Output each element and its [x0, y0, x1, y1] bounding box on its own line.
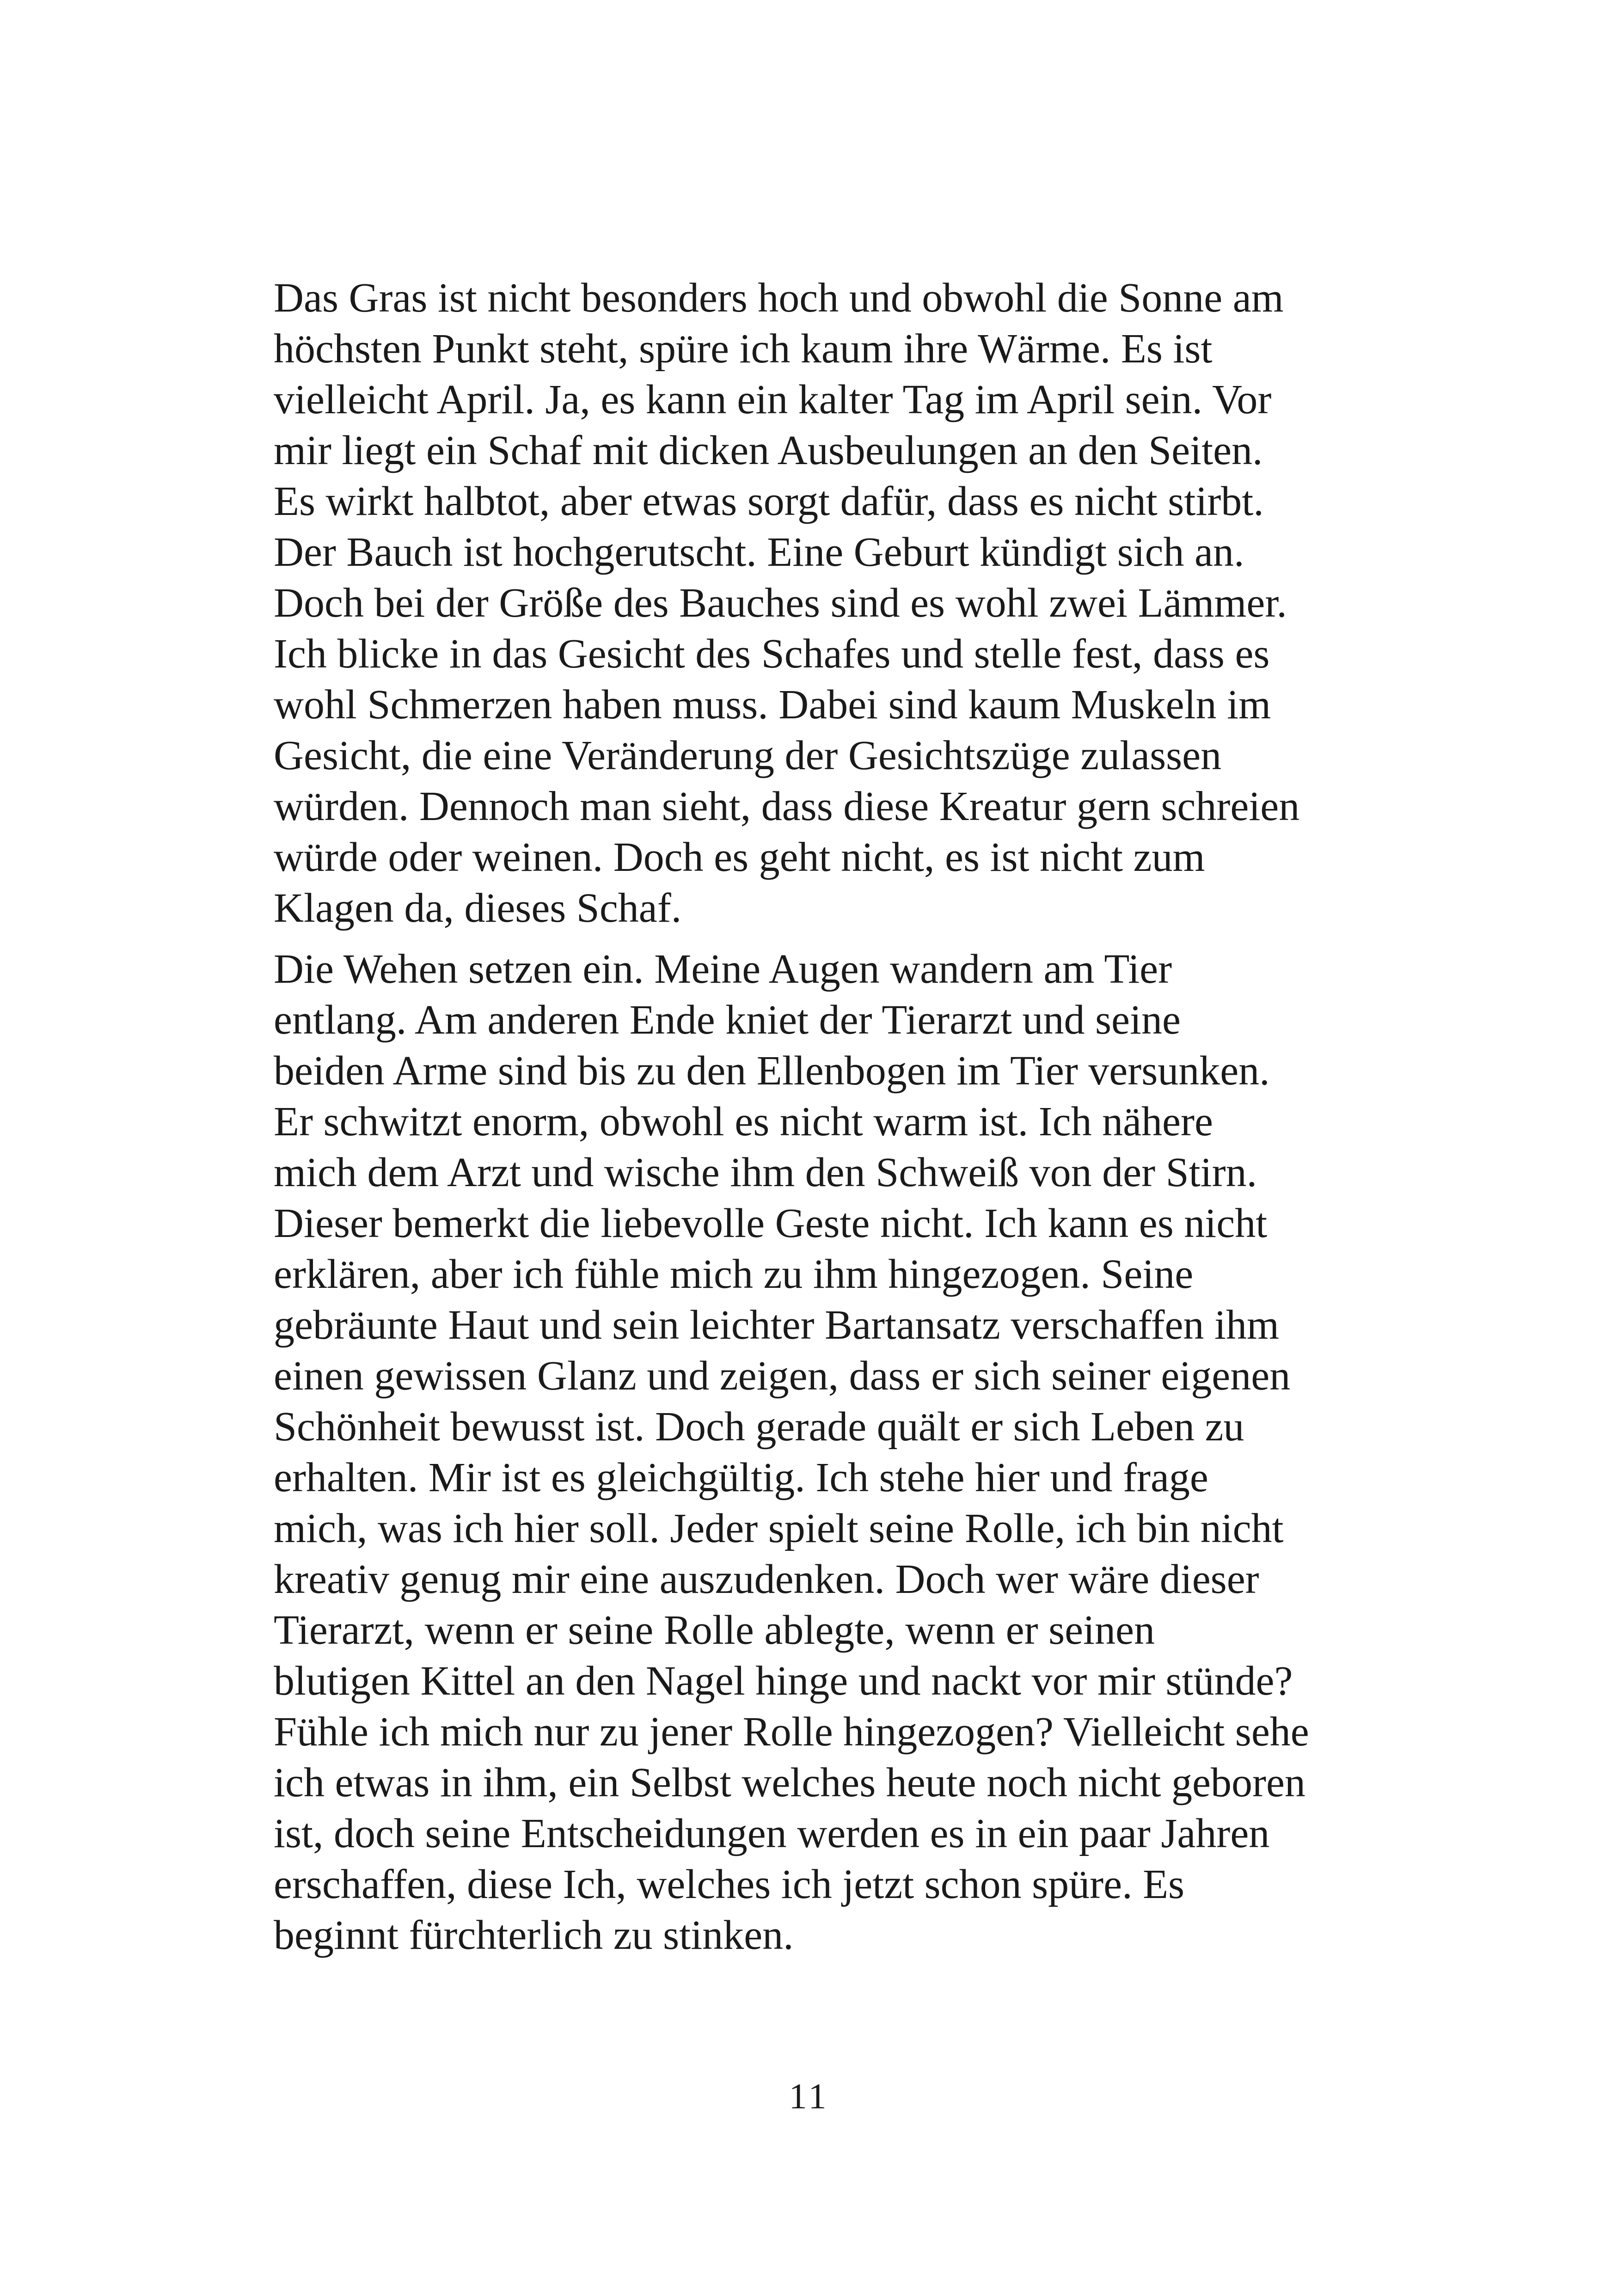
paragraph-1: [274, 273, 1383, 934]
text-line: erhalten. Mir ist es gleichgültig. Ich stehe hier und frage: [274, 1455, 1208, 1500]
text-line: Der Bauch ist hochgerutscht. Eine Geburt kündigt sich an.: [274, 529, 1244, 575]
text-line: würden. Dennoch man sieht, dass diese Kreatur gern schreien: [274, 784, 1300, 829]
text-line: Das Gras ist nicht besonders hoch und obwohl die Sonne am: [274, 275, 1284, 321]
text-line: Gesicht, die eine Veränderung der Gesichtszüge zulassen: [274, 733, 1222, 778]
text-line: Dieser bemerkt die liebevolle Geste nicht. Ich kann es nicht: [274, 1200, 1268, 1246]
text-line: vielleicht April. Ja, es kann ein kalter Tag im April sein. Vor: [274, 377, 1272, 422]
text-line: Tierarzt, wenn er seine Rolle ablegte, wenn er seinen: [274, 1607, 1155, 1653]
body-text: [274, 273, 1383, 1961]
text-line: Ich blicke in das Gesicht des Schafes und stelle fest, dass es: [274, 631, 1270, 677]
text-line: beiden Arme sind bis zu den Ellenbogen im Tier versunken.: [274, 1048, 1270, 1094]
text-line: Die Wehen setzen ein. Meine Augen wandern am Tier: [274, 946, 1172, 992]
page-number: 11: [789, 2076, 829, 2116]
text-line: mir liegt ein Schaf mit dicken Ausbeulungen an den Seiten.: [274, 428, 1263, 473]
text-line: ich etwas in ihm, ein Selbst welches heute noch nicht geboren: [274, 1760, 1305, 1806]
text-line: entlang. Am anderen Ende kniet der Tierarzt und seine: [274, 997, 1181, 1043]
text-line: würde oder weinen. Doch es geht nicht, es ist nicht zum: [274, 834, 1205, 880]
text-line: Fühle ich mich nur zu jener Rolle hingezogen? Vielleicht sehe: [274, 1709, 1309, 1755]
text-line: höchsten Punkt steht, spüre ich kaum ihre Wärme. Es ist: [274, 326, 1213, 372]
text-line: erschaffen, diese Ich, welches ich jetzt schon spüre. Es: [274, 1861, 1185, 1907]
text-line: gebräunte Haut und sein leichter Bartansatz verschaffen ihm: [274, 1302, 1279, 1348]
text-line: Es wirkt halbtot, aber etwas sorgt dafür, dass es nicht stirbt.: [274, 478, 1264, 524]
text-line: mich dem Arzt und wische ihm den Schweiß von der Stirn.: [274, 1150, 1257, 1195]
text-line: kreativ genug mir eine auszudenken. Doch wer wäre dieser: [274, 1556, 1259, 1602]
text-line: Schönheit bewusst ist. Doch gerade quält er sich Leben zu: [274, 1404, 1244, 1450]
text-line: wohl Schmerzen haben muss. Dabei sind kaum Muskeln im: [274, 682, 1271, 728]
text-line: beginnt fürchterlich zu stinken.: [274, 1912, 794, 1958]
text-line: Klagen da, dieses Schaf.: [274, 885, 682, 931]
text-line: Doch bei der Größe des Bauches sind es wohl zwei Lämmer.: [274, 580, 1287, 626]
text-line: blutigen Kittel an den Nagel hinge und nackt vor mir stünde?: [274, 1658, 1293, 1704]
text-line: ist, doch seine Entscheidungen werden es in ein paar Jahren: [274, 1811, 1270, 1856]
text-line: erklären, aber ich fühle mich zu ihm hingezogen. Seine: [274, 1251, 1194, 1297]
text-line: mich, was ich hier soll. Jeder spielt seine Rolle, ich bin nicht: [274, 1506, 1284, 1551]
text-line: Er schwitzt enorm, obwohl es nicht warm ist. Ich nähere: [274, 1099, 1213, 1145]
paragraph-2: [274, 944, 1383, 1961]
text-line: einen gewissen Glanz und zeigen, dass er sich seiner eigenen: [274, 1353, 1291, 1399]
